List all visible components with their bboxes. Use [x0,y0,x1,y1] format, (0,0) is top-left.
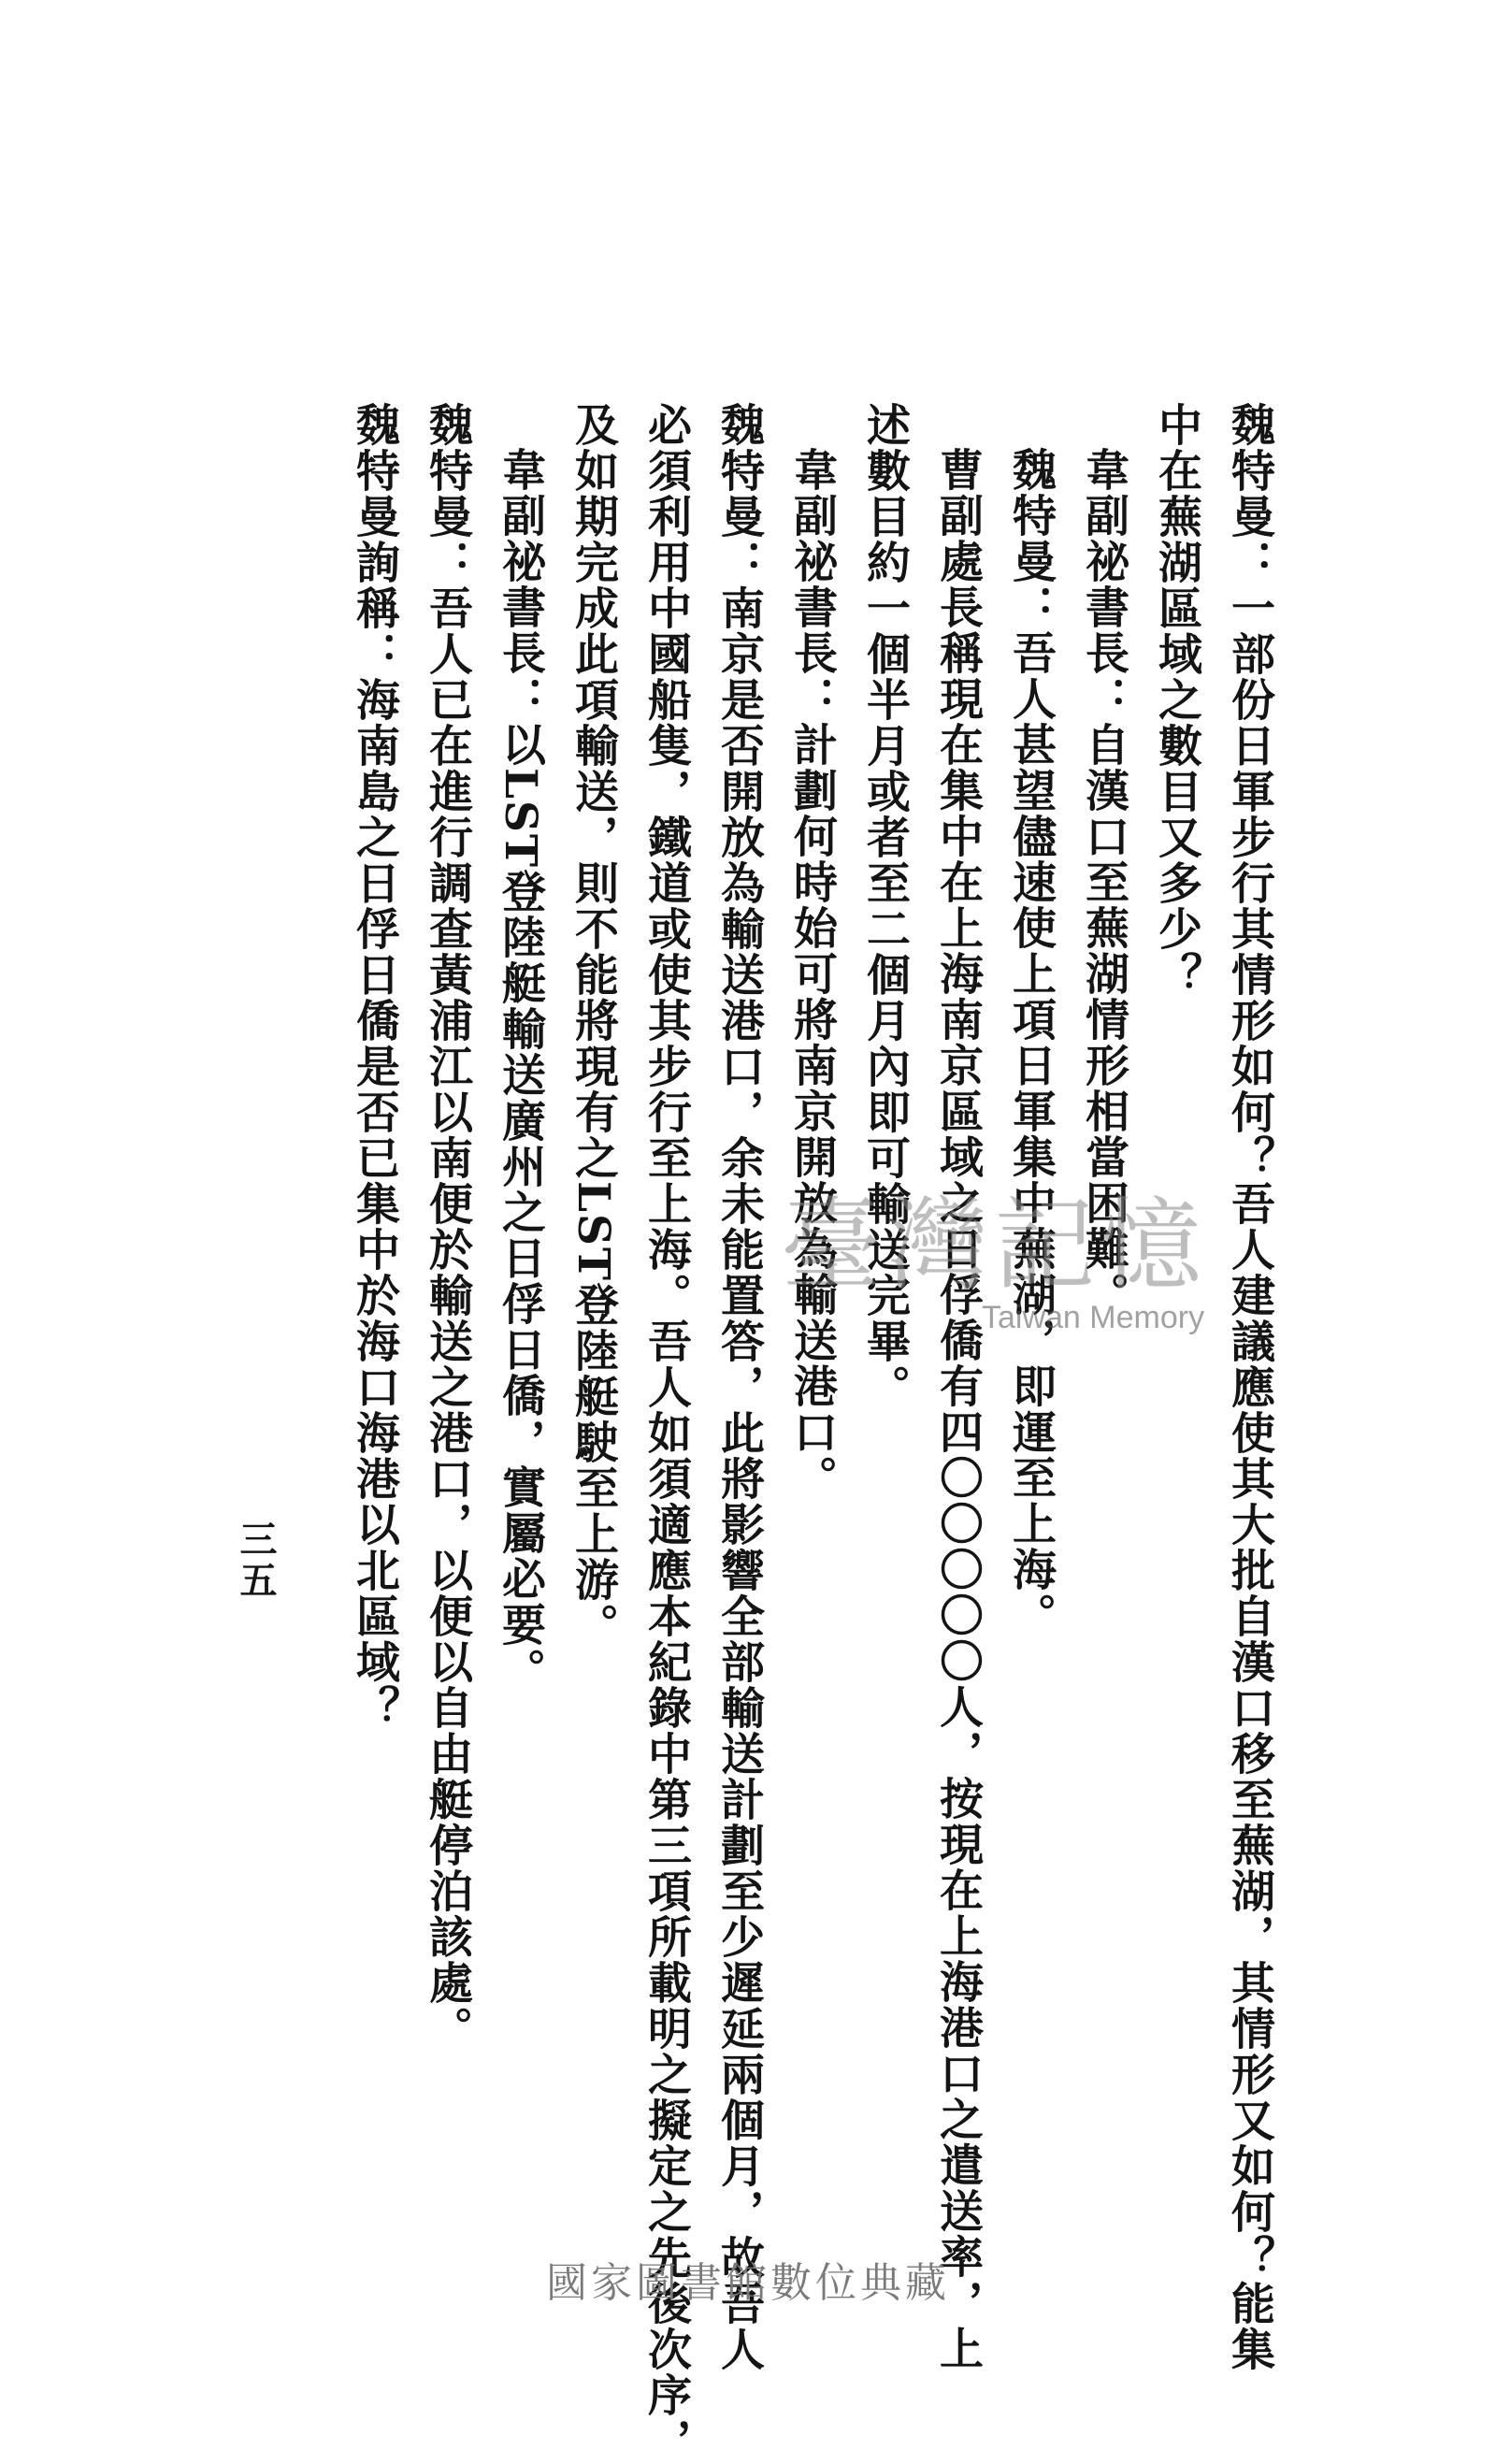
watermark-sub-text: Taiwan Memory [982,1300,1205,1335]
text-column: 魏特曼詢稱：海南島之日俘日僑是否已集中於海口海港以北區域？ [349,402,400,1731]
text-column: 魏特曼：吾人甚望儘速使上項日軍集中蕪湖，即運至上海。 [1005,447,1057,1638]
text-column: 韋副祕書長：自漢口至蕪湖情形相當困難。 [1078,447,1129,1318]
watermark-main-text: 臺灣記憶 [781,1188,1208,1304]
page-number: 三五 [234,1520,278,1602]
footer-credit: 國家圖書館數位典藏 [546,2259,950,2307]
text-column: 魏特曼：南京是否開放為輸送港口，余未能置答，此將影響全部輸送計劃至少遲延兩個月，故吾人 [713,402,765,2372]
text-column: 曹副處長稱現在集中在上海南京區域之日俘僑有四〇〇〇〇〇人，按現在上海港口之遣送率，上 [932,447,984,2371]
text-column: 述數目約一個半月或者至二個月內即可輸送完畢。 [859,402,911,1410]
text-column: 韋副祕書長：計劃何時始可將南京開放為輸送港口。 [786,447,838,1501]
text-column: 必須利用中國船隻，鐵道或使其步行至上海。吾人如須適應本紀錄中第三項所載明之擬定之先後次序， [640,402,692,2464]
text-column: 中在蕪湖區域之數目又多少？ [1151,402,1202,998]
text-column: 及如期完成此項輸送，則不能將現有之LST登陸艇駛至上游。 [568,402,619,1649]
text-column: 魏特曼：一部份日軍步行其情形如何？吾人建議應使其大批自漢口移至蕪湖，其情形又如何？能集 [1224,402,1275,2372]
text-column: 魏特曼：吾人已在進行調查黃浦江以南便於輸送之港口，以便以自由艇停泊該處。 [422,402,473,2052]
text-column: 韋副祕書長：以LST登陸艇輸送廣州之日俘日僑，實屬必要。 [495,447,546,1693]
